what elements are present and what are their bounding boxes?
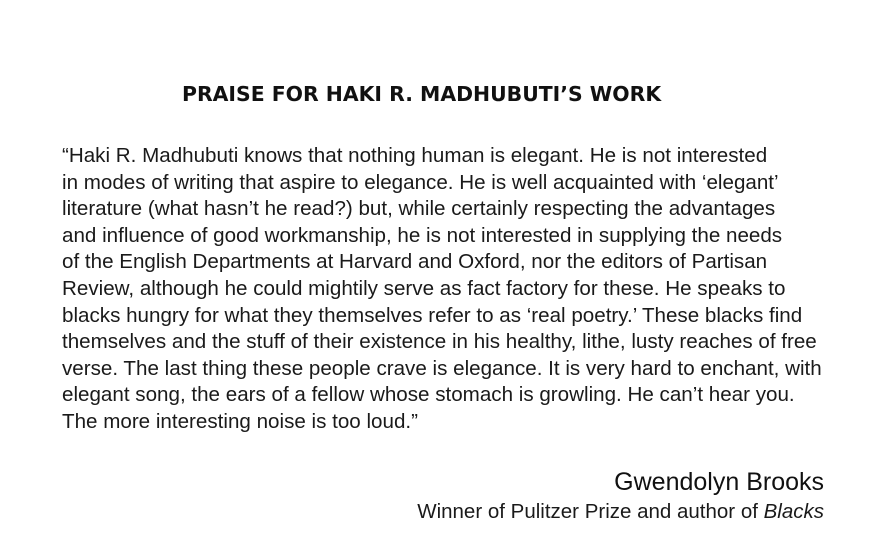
quote-line: Review, although he could mightily serve as fact factory for these. He speaks to [62,276,786,300]
quote-line: elegant song, the ears of a fellow whose stomach is growling. He can’t hear you. [62,383,795,407]
quote-line: themselves and the stuff of their existence in his healthy, lithe, lusty reaches of free [62,330,817,354]
quote-line: “Haki R. Madhubuti knows that nothing human is elegant. He is not interested [62,144,768,167]
quote-line: in modes of writing that aspire to elegance. He is well acquainted with ‘elegant’ [62,170,779,194]
quote-line: The more interesting noise is too loud.” [62,409,418,433]
quote-line: verse. The last thing these people crave is elegance. It is very hard to enchant, with [62,356,822,380]
attribution-name: Gwendolyn Brooks [614,468,824,496]
attribution [417,466,824,526]
quote-line: blacks hungry for what they themselves refer to as ‘real poetry.’ These blacks find [62,303,803,327]
page-heading: PRAISE FOR HAKI R. MADHUBUTI’S WORK [182,82,662,106]
quote-line: literature (what hasn’t he read?) but, while certainly respecting the advantages [62,197,776,221]
attribution-credit-title: Blacks [763,500,824,523]
attribution-credit [417,498,824,526]
quote-line: of the English Departments at Harvard and Oxford, nor the editors of Partisan [62,250,768,274]
praise-quote [62,143,830,436]
quote-line: and influence of good workmanship, he is not interested in supplying the needs [62,223,783,247]
attribution-credit-prefix: Winner of Pulitzer Prize and author of [417,500,764,523]
